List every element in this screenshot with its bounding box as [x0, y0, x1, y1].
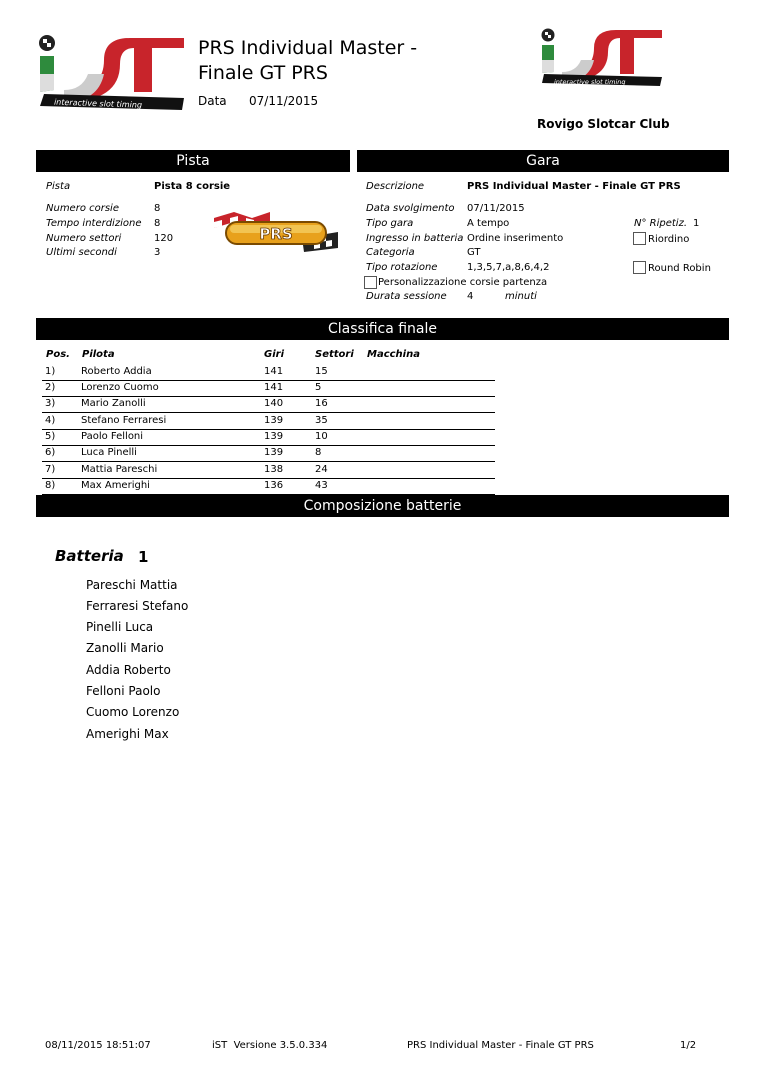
row-giri: 141 [264, 366, 284, 377]
numero-settori-value: 120 [154, 233, 174, 244]
row-pilota: Mario Zanolli [81, 398, 146, 409]
tipo-gara-label: Tipo gara [366, 218, 414, 229]
table-row [42, 429, 495, 446]
batteria-driver: Zanolli Mario [86, 641, 164, 655]
row-pos: 4) [45, 415, 56, 426]
batteria-driver: Pareschi Mattia [86, 578, 178, 592]
date-label: Data [198, 94, 227, 108]
ist-logo-left [34, 30, 190, 110]
numero-corsie-value: 8 [154, 203, 161, 214]
durata-value: 4 [467, 291, 474, 302]
row-settori: 16 [315, 398, 328, 409]
date-value: 07/11/2015 [249, 94, 319, 108]
row-pilota: Max Amerighi [81, 480, 150, 491]
riordino-checkbox[interactable] [633, 232, 646, 245]
ingresso-label: Ingresso in batteria [366, 233, 464, 244]
table-row [42, 364, 495, 381]
row-settori: 43 [315, 480, 328, 491]
batteria-label: Batteria [55, 547, 124, 565]
batteria-driver: Addia Roberto [86, 663, 171, 677]
row-pos: 6) [45, 447, 56, 458]
row-giri: 139 [264, 415, 284, 426]
table-row [42, 462, 495, 479]
numero-corsie-label: Numero corsie [46, 203, 119, 214]
col-pos: Pos. [46, 349, 70, 360]
row-settori: 5 [315, 382, 322, 393]
report-title [198, 36, 417, 86]
pista-name-value: Pista 8 corsie [154, 181, 231, 192]
personalizzazione-label: Personalizzazione corsie partenza [378, 277, 548, 288]
gara-header: Gara [357, 150, 729, 172]
ripetiz-label: N° Ripetiz. [634, 218, 688, 229]
pista-header: Pista [36, 150, 350, 172]
row-giri: 140 [264, 398, 284, 409]
col-pilota: Pilota [82, 349, 115, 360]
club-name: Rovigo Slotcar Club [537, 117, 670, 131]
batteria-driver: Ferraresi Stefano [86, 599, 189, 613]
row-settori: 24 [315, 464, 328, 475]
col-macchina: Macchina [367, 349, 420, 360]
ultimi-secondi-label: Ultimi secondi [46, 247, 117, 258]
ist-logo-right [538, 24, 666, 88]
round-robin-label: Round Robin [648, 263, 711, 274]
durata-label: Durata sessione [366, 291, 447, 302]
row-pos: 8) [45, 480, 56, 491]
row-settori: 8 [315, 447, 322, 458]
footer-timestamp: 08/11/2015 18:51:07 [45, 1040, 151, 1051]
footer-page: 1/2 [680, 1040, 697, 1051]
footer-version: iST Versione 3.5.0.334 [212, 1040, 328, 1051]
footer-event: PRS Individual Master - Finale GT PRS [407, 1040, 594, 1051]
row-giri: 141 [264, 382, 284, 393]
rotazione-label: Tipo rotazione [366, 262, 438, 273]
row-pos: 7) [45, 464, 56, 475]
table-row [42, 445, 495, 462]
row-pilota: Stefano Ferraresi [81, 415, 167, 426]
batteria-driver: Pinelli Luca [86, 620, 154, 634]
row-pos: 1) [45, 366, 56, 377]
row-pilota: Roberto Addia [81, 366, 152, 377]
report-title-line1: PRS Individual Master - [198, 37, 418, 59]
svg-text:PRS: PRS [259, 225, 293, 243]
svg-text:interactive slot timing: interactive slot timing [554, 78, 626, 86]
row-pilota: Mattia Pareschi [81, 464, 158, 475]
row-pilota: Lorenzo Cuomo [81, 382, 159, 393]
tipo-gara-value: A tempo [467, 218, 510, 229]
descrizione-label: Descrizione [366, 181, 425, 192]
row-settori: 10 [315, 431, 328, 442]
svg-text:interactive slot timing: interactive slot timing [53, 97, 143, 110]
rotazione-value: 1,3,5,7,a,8,6,4,2 [467, 262, 550, 273]
ultimi-secondi-value: 3 [154, 247, 161, 258]
table-row [42, 380, 495, 397]
row-pos: 5) [45, 431, 56, 442]
row-pilota: Paolo Felloni [81, 431, 144, 442]
riordino-label: Riordino [648, 234, 690, 245]
data-svolgimento-value: 07/11/2015 [467, 203, 525, 214]
classifica-header: Classifica finale [36, 318, 729, 340]
ripetiz-value: 1 [693, 218, 700, 229]
durata-unit: minuti [505, 291, 537, 302]
pista-name-label: Pista [46, 181, 71, 192]
col-settori: Settori [315, 349, 354, 360]
prs-logo [212, 208, 340, 254]
row-settori: 15 [315, 366, 328, 377]
table-row [42, 413, 495, 430]
table-row [42, 478, 495, 495]
batteria-driver: Felloni Paolo [86, 684, 161, 698]
categoria-label: Categoria [366, 247, 415, 258]
row-giri: 138 [264, 464, 284, 475]
batterie-header: Composizione batterie [36, 495, 729, 517]
personalizzazione-checkbox[interactable] [364, 276, 377, 289]
round-robin-checkbox[interactable] [633, 261, 646, 274]
descrizione-value: PRS Individual Master - Finale GT PRS [467, 181, 681, 192]
report-title-line2: Finale GT PRS [198, 62, 328, 84]
row-giri: 139 [264, 447, 284, 458]
row-pos: 2) [45, 382, 56, 393]
row-pos: 3) [45, 398, 56, 409]
ingresso-value: Ordine inserimento [467, 233, 564, 244]
row-settori: 35 [315, 415, 328, 426]
table-row [42, 396, 495, 413]
batteria-driver: Amerighi Max [86, 727, 169, 741]
batteria-number: 1 [138, 548, 149, 566]
row-giri: 136 [264, 480, 284, 491]
numero-settori-label: Numero settori [46, 233, 122, 244]
tempo-interdizione-value: 8 [154, 218, 161, 229]
row-giri: 139 [264, 431, 284, 442]
batteria-driver: Cuomo Lorenzo [86, 705, 180, 719]
tempo-interdizione-label: Tempo interdizione [46, 218, 142, 229]
categoria-value: GT [467, 247, 481, 258]
row-pilota: Luca Pinelli [81, 447, 137, 458]
data-svolgimento-label: Data svolgimento [366, 203, 455, 214]
col-giri: Giri [264, 349, 284, 360]
